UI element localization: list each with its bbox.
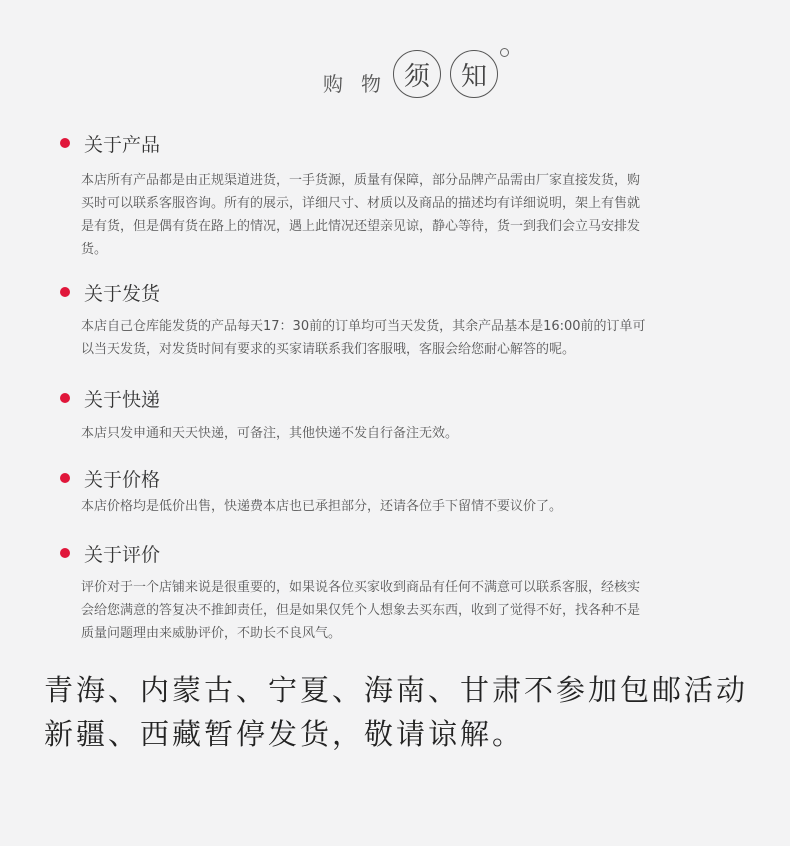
bullet-dot	[60, 287, 70, 297]
header-circled-char-2: 知	[450, 50, 498, 98]
section-title: 关于产品	[84, 134, 161, 156]
shipping-notice-line-2: 新疆、西藏暂停发货，敬请谅解。	[44, 717, 525, 751]
section-title: 关于快递	[84, 389, 161, 411]
shipping-notice-line-1: 青海、内蒙古、宁夏、海南、甘肃不参加包邮活动	[44, 673, 749, 707]
bullet-dot	[60, 393, 70, 403]
bullet-dot	[60, 548, 70, 558]
page-header	[0, 48, 790, 108]
header-circled-char-1: 须	[393, 50, 441, 98]
section-text: 本店只发申通和天天快递，可备注，其他快递不发自行备注无效。	[81, 426, 459, 441]
section-text: 本店自己仓库能发货的产品每天17：30前的订单均可当天发货，其余产品基本是16:00前的订单可 以当天发货，对发货时间有要求的买家请联系我们客服哦，客服会给您耐心解答的呢。	[81, 319, 646, 357]
degree-mark	[500, 48, 509, 57]
header-char-2: 物	[361, 72, 381, 96]
bullet-dot	[60, 138, 70, 148]
section-text: 本店价格均是低价出售，快递费本店也已承担部分，还请各位手下留情不要议价了。	[81, 499, 563, 514]
section-title: 关于评价	[84, 544, 161, 566]
section-title: 关于价格	[84, 469, 161, 491]
section-title: 关于发货	[84, 283, 161, 305]
bullet-dot	[60, 473, 70, 483]
header-char-1: 购	[323, 72, 343, 96]
section-text: 评价对于一个店铺来说是很重要的，如果说各位买家收到商品有任何不满意可以联系客服，经核实 会给您满意的答复决不推卸责任，但是如果仅凭个人想象去买东西，收到了觉得不好，找各种不是 质量问题理由来威胁评价，不助长不良风气。	[81, 580, 641, 641]
section-text: 本店所有产品都是由正规渠道进货，一手货源，质量有保障，部分品牌产品需由厂家直接发货，购 买时可以联系客服咨询。所有的展示，详细尺寸、材质以及商品的描述均有详细说明，架上有售就 是有货，但是偶有货在路上的情况，遇上此情况还望亲见谅，静心等待，货一到我们会立马安排发 货。	[81, 173, 641, 257]
